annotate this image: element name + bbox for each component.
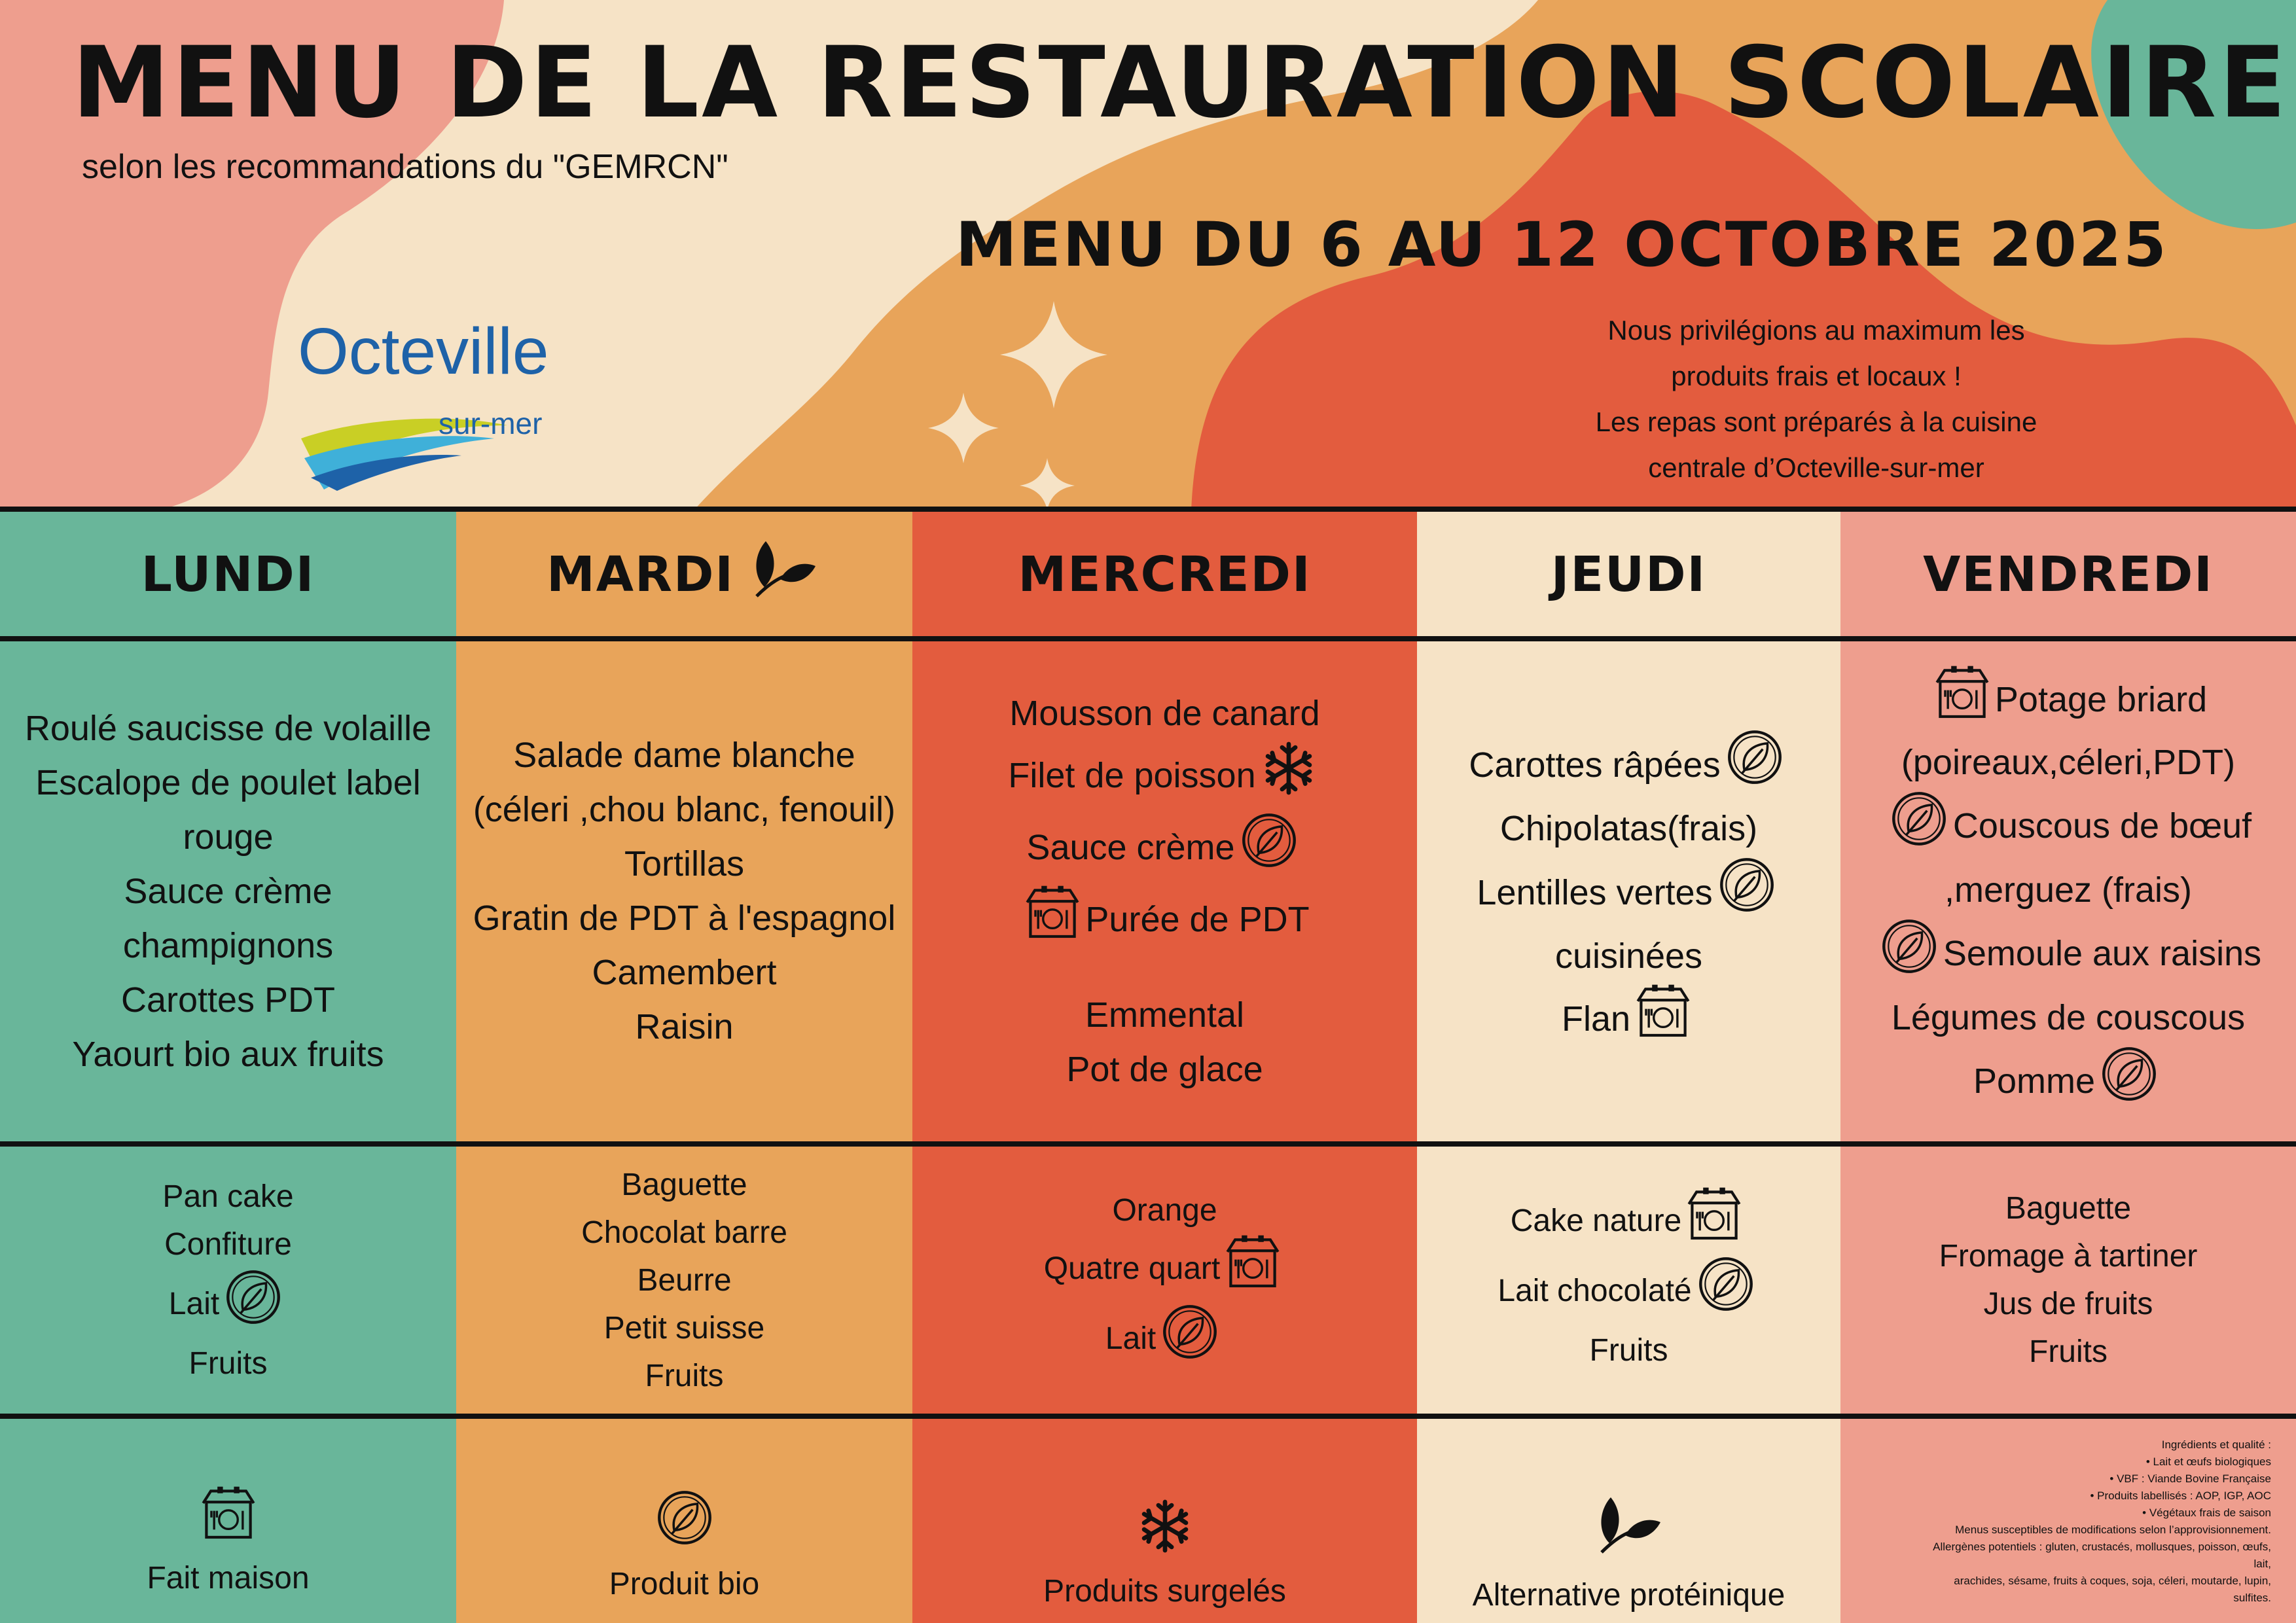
snowflake-icon [1261, 741, 1316, 812]
menu-item-text: Escalope de poulet label [35, 762, 421, 802]
menu-item [604, 1304, 764, 1352]
menu-item [1984, 1280, 2153, 1328]
header-note [1538, 308, 2094, 491]
menu-item-text: Semoule aux raisins [1943, 934, 2262, 973]
menu-item [621, 1161, 747, 1209]
fine-line: • Produits labellisés : AOP, IGP, AOC [2090, 1489, 2271, 1502]
menu-item-text: Petit suisse [603, 1310, 765, 1346]
day-header-mardi [456, 510, 912, 639]
menu-item [121, 973, 335, 1027]
fine-line: • Végétaux frais de saison [2142, 1507, 2271, 1519]
menu-item [1973, 1045, 2163, 1118]
menu-item-text: rouge [183, 817, 274, 857]
legend-label: Alternative protéinique [1472, 1578, 1785, 1613]
bio-icon [1880, 918, 1938, 991]
menu-item-text: ,merguez (frais) [1944, 870, 2193, 910]
menu-item [1020, 885, 1309, 955]
snack-cell-lundi [0, 1147, 456, 1414]
menu-item-text: Lentilles vertes [1477, 872, 1713, 912]
menu-item-text: Cake nature [1510, 1203, 1682, 1238]
bio-icon [1161, 1303, 1219, 1374]
snack-cell-jeudi [1417, 1147, 1840, 1414]
menu-item [1066, 1043, 1263, 1097]
menu-item [1511, 1186, 1748, 1255]
leaves-icon [751, 536, 817, 613]
menu-item-text: Filet de poisson [1008, 756, 1256, 795]
menu-item [183, 810, 273, 865]
menu-item-text: Sauce crème [124, 871, 332, 911]
snack-cell-mercredi [912, 1147, 1417, 1414]
menu-item-text: Roulé saucisse de volaille [24, 708, 432, 748]
legend-fait-maison [0, 1486, 456, 1596]
menu-item [1590, 1327, 1668, 1374]
day-header-jeudi [1417, 510, 1840, 639]
lunch-cell-mardi [456, 641, 912, 1141]
logo-sub: sur-mer [439, 406, 543, 440]
menu-item [513, 728, 855, 783]
day-name: JEUDI [1551, 546, 1707, 603]
menu-item [1498, 1255, 1759, 1327]
menu-item [624, 837, 744, 891]
menu-item-text: Chipolatas(frais) [1499, 809, 1758, 848]
fine-line: lait, [2253, 1558, 2271, 1570]
day-name: MARDI [547, 546, 734, 603]
menu-item-text: Tortillas [624, 844, 745, 883]
day-header-lundi [0, 510, 456, 639]
menu-item [1500, 802, 1757, 856]
menu-item-text: Baguette [2005, 1191, 2132, 1226]
house-icon [1687, 1186, 1742, 1255]
menu-item-text: Yaourt bio aux fruits [72, 1034, 384, 1074]
leaves-icon [1596, 1492, 1662, 1565]
menu-item [1477, 856, 1780, 929]
page-subtitle: selon les recommandations du "GEMRCN" [82, 148, 728, 186]
menu-item [1885, 790, 2251, 863]
house-icon [1935, 665, 1990, 736]
menu-item [473, 783, 895, 837]
menu-item-text: Orange [1112, 1192, 1217, 1228]
menu-item-text: Raisin [635, 1007, 734, 1046]
fine-line: Menus susceptibles de modifications selon l’approvisionnement. [1955, 1524, 2271, 1536]
bio-icon [1718, 856, 1776, 929]
menu-item [1892, 991, 2245, 1045]
menu-item-text: Fromage à tartiner [1939, 1239, 2198, 1274]
menu-item [35, 756, 420, 810]
lunch-cell-mercredi [912, 641, 1417, 1141]
bio-icon [1890, 790, 1948, 863]
bio-icon [2100, 1045, 2158, 1118]
house-icon [1025, 885, 1080, 955]
house-icon [1636, 984, 1691, 1054]
snack-cell-vendredi [1840, 1147, 2296, 1414]
bio-icon [224, 1268, 282, 1340]
menu-item [1044, 1234, 1285, 1303]
fine-line: Ingrédients et qualité : [2161, 1438, 2271, 1451]
note-line: centrale d’Octeville-sur-mer [1648, 452, 1984, 483]
bio-icon [1697, 1255, 1755, 1327]
day-name: MERCREDI [1018, 546, 1312, 603]
day-name: VENDREDI [1923, 546, 2214, 603]
menu-item [1085, 988, 1244, 1043]
menu-item [189, 1340, 268, 1387]
menu-item-text: Flan [1561, 999, 1631, 1039]
legend-label: Fait maison [147, 1561, 310, 1596]
house-icon [201, 1486, 256, 1548]
fine-line: arachides, sésame, fruits à coques, soja, céleri, moutarde, lupin, [1954, 1575, 2271, 1587]
menu-item-text: Emmental [1085, 995, 1245, 1035]
menu-item [645, 1352, 724, 1400]
menu-item [1875, 918, 2261, 991]
menu-item [1008, 741, 1321, 812]
menu-item-text: Quatre quart [1043, 1251, 1221, 1286]
lunch-cell-lundi [0, 641, 456, 1141]
menu-item-text: Lait chocolaté [1498, 1273, 1692, 1308]
menu-item-text: Légumes de couscous [1891, 997, 2246, 1037]
legend-label: Produit bio [609, 1567, 760, 1601]
menu-item-text: Sauce crème [1026, 828, 1235, 867]
menu-item-text: Gratin de PDT à l'espagnol [473, 899, 896, 938]
menu-item [1469, 728, 1788, 802]
menu-item-text: Pot de glace [1066, 1049, 1263, 1089]
note-line: produits frais et locaux ! [1671, 361, 1962, 391]
menu-item [2029, 1328, 2108, 1376]
menu-item [25, 702, 431, 756]
menu-item-text: (poireaux,céleri,PDT) [1901, 742, 2236, 782]
menu-item-text: Carottes râpées [1469, 745, 1721, 785]
menu-item-text: champignons [122, 925, 334, 965]
menu-item-text: Salade dame blanche [513, 736, 855, 775]
note-line: Les repas sont préparés à la cuisine [1595, 406, 2037, 437]
menu-item [162, 1173, 293, 1221]
menu-item [1555, 929, 1702, 984]
menu-item-text: Purée de PDT [1085, 900, 1310, 939]
menu-item-text: cuisinées [1554, 936, 1703, 976]
menu-item [1929, 665, 2207, 736]
snack-cell-mardi [456, 1147, 912, 1414]
menu-item [1939, 1232, 2198, 1280]
menu-item-text: Fruits [645, 1358, 724, 1393]
menu-item-text: Jus de fruits [1983, 1287, 2153, 1321]
day-header-vendredi [1840, 510, 2296, 639]
menu-item [1901, 736, 2235, 790]
menu-item [1026, 812, 1302, 885]
menu-item-text: Beurre [637, 1262, 732, 1298]
menu-item-text: Fruits [2029, 1334, 2108, 1369]
menu-item [72, 1027, 384, 1082]
bio-icon [1726, 728, 1784, 802]
legend-alternative [1417, 1492, 1840, 1613]
header [0, 0, 2296, 510]
divider [0, 1141, 2296, 1147]
menu-item [164, 1221, 292, 1268]
menu-item-text: Chocolat barre [581, 1215, 787, 1250]
menu-item [1009, 687, 1319, 741]
menu-item [123, 919, 333, 973]
lunch-cell-vendredi [1840, 641, 2296, 1141]
menu-item [124, 865, 332, 919]
menu-item [581, 1209, 787, 1257]
menu-item [592, 946, 776, 1000]
house-icon [1225, 1234, 1280, 1303]
snowflake-icon [1138, 1499, 1193, 1561]
menu-period: MENU DU 6 AU 12 OCTOBRE 2025 [956, 209, 2168, 281]
legend-surgeles [912, 1499, 1417, 1609]
menu-item-text: Potage briard [1994, 680, 2208, 719]
note-line: Nous privilégions au maximum les [1607, 315, 2025, 346]
logo-name: Octeville [298, 315, 549, 388]
menu-item-text: Mousson de canard [1009, 693, 1320, 733]
menu-item-text: Confiture [164, 1227, 292, 1262]
menu-item [473, 891, 896, 946]
menu-item-text: Fruits [1589, 1332, 1668, 1368]
menu-item [1562, 984, 1696, 1054]
menu-item-text: Pan cake [162, 1179, 294, 1214]
menu-item [1105, 1303, 1224, 1374]
lunch-cell-jeudi [1417, 641, 1840, 1141]
menu-item-text: Baguette [621, 1167, 747, 1202]
menu-item-text: Pomme [1973, 1061, 2096, 1101]
bio-icon [656, 1489, 713, 1554]
bio-icon [1240, 812, 1298, 885]
menu-item [2005, 1185, 2131, 1232]
legend-label: Produits surgelés [1043, 1574, 1286, 1609]
menu-item-text: Lait [1105, 1321, 1157, 1356]
menu-item-text: Fruits [188, 1346, 268, 1381]
fine-print [1852, 1436, 2271, 1607]
menu-item [169, 1268, 287, 1340]
menu-item [1945, 863, 2192, 918]
fine-line: • VBF : Viande Bovine Française [2109, 1472, 2271, 1485]
fine-line: • Lait et œufs biologiques [2145, 1455, 2271, 1468]
menu-item [637, 1257, 731, 1304]
day-header-mercredi [912, 510, 1417, 639]
octeville-logo [298, 314, 573, 491]
menu-item-text: Carottes PDT [120, 980, 336, 1020]
menu-item-text: (céleri ,chou blanc, fenouil) [473, 790, 896, 829]
fine-line: Allergènes potentiels : gluten, crustacés, mollusques, poisson, œufs, [1933, 1541, 2271, 1553]
menu-item [1112, 1186, 1217, 1234]
menu-item-text: Couscous de bœuf [1952, 806, 2252, 846]
menu-item-text: Camembert [592, 953, 777, 992]
menu-item-text: Lait [168, 1287, 220, 1321]
divider [0, 1414, 2296, 1419]
day-name: LUNDI [141, 546, 315, 603]
page-title: MENU DE LA RESTAURATION SCOLAIRE [72, 26, 2289, 140]
legend-produit-bio [456, 1489, 912, 1602]
menu-item [635, 1000, 733, 1054]
fine-line: sulfites. [2233, 1592, 2271, 1604]
